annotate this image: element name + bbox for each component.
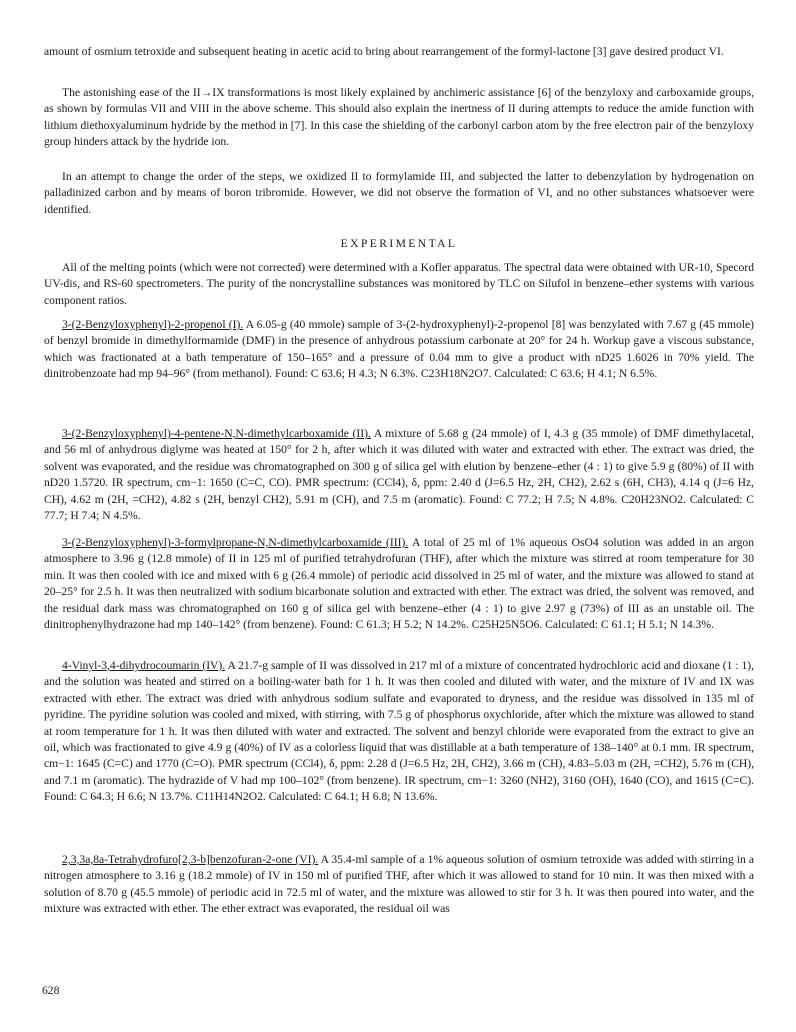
paragraph-order-of-steps: In an attempt to change the order of the steps, we oxidized II to formylamide III, and subjected the latter to debenzylation by hydrogenation on palladinized carbon and by means of boron tribromide. However, we did not observe the formation of VI, and no other substances whatsoever were identified.	[44, 170, 754, 216]
procedure-heading: 3-(2-Benzyloxyphenyl)-3-formylpropane-N,N-dimethylcarboxamide (III).	[62, 536, 409, 549]
paragraph-general-methods: All of the melting points (which were not corrected) were determined with a Kofler apparatus. The spectral data were obtained with UR-10, Specord UV-dis, and RS-60 spectrometers. The purity of the noncrystalline substances was monitored by TLC on Silufol in benzene–ether systems with various component ratios.	[44, 261, 754, 307]
procedure-compound-VI	[44, 852, 754, 918]
procedure-text: A 21.7-g sample of II was dissolved in 217 ml of a mixture of concentrated hydrochloric acid and dioxane (1 : 1), and the solution was heated and stirred on a boiling-water bath for 1 h. It was then cooled and diluted with water, and the mixture of IV and IX was extracted with ether. The extract was dried with anhydrous sodium sulfate and evaporated to dryness, and the residue was dissolved in 135 ml of pyridine. The pyridine solution was cooled and mixed, with stirring, with 7.5 g of phosphorus oxychloride, after which the mixture was allowed to stand at room temperature for 1 h. It was then diluted with water and extracted. The solvent and benzyl chloride were evaporated from the extract to give an oil, which was fractionated to give 4.9 g (40%) of IV as a colorless liquid that was distillable at a bath temperature of 138–140° at 0.1 mm. IR spectrum, cm−1: 1645 (C=C) and 1770 (C=O). PMR spectrum (CCl4), δ, ppm: 2.28 d (J=6.5 Hz, 2H, CH2), 3.66 m (CH), 4.83–5.03 m (2H, =CH2), 5.76 m (CH), and 7.1 m (aromatic). The hydrazide of V had mp 100–102° (from benzene). IR spectrum, cm−1: 3260 (NH2), 3160 (OH), 1640 (CO), and 1615 (C=C). Found: C 64.3; H 6.6; N 13.7%. C11H14N2O2. Calculated: C 64.1; H 6.8; N 13.6%.	[44, 659, 755, 804]
procedure-text: A 6.05-g (40 mmole) sample of 3-(2-hydroxyphenyl)-2-propenol [8] was benzylated with 7.67 g (45 mmole) of benzyl bromide in dimethylformamide (DMF) in the presence of anhydrous potassium carbonate at 20° for 24 h. Workup gave a viscous substance, which was fractionated at a bath temperature of 150–165° and a pressure of 0.04 mm to give a product with nD25 1.6026 in 70% yield. The dinitrobenzoate had mp 94–96° (from methanol). Found: C 63.6; H 4.3; N 6.3%. C23H18N2O7. Calculated: C 63.6; H 4.1; N 6.5%.	[44, 318, 754, 381]
procedure-heading: 2,3,3a,8a-Tetrahydrofuro[2,3-b]benzofuran-2-one (VI).	[62, 853, 319, 866]
procedure-text: A total of 25 ml of 1% aqueous OsO4 solution was added in an argon atmosphere to 3.96 g (12.8 mmole) of II in 125 ml of purified tetrahydrofuran (THF), after which the mixture was stirred at room temperature for 30 min. It was then cooled with ice and mixed with 6 g (26.4 mmole) of periodic acid dissolved in 25 ml of water, and the mixture was allowed to stand at 20–25° for 2.5 h. It was then neutralized with sodium bicarbonate solution and extracted with ether. The extract was dried, the solvent was removed, and the residual dark mass was chromatographed on 160 g of silica gel with benzene–ether (4 : 1) to give 2.97 g (73%) of III as an unstable oil. The dinitrophenylhydrazone had mp 140–142° (from benzene). Found: C 61.3; H 5.2; N 14.2%. C25H25N5O6. Calculated: C 61.1; H 5.1; N 14.3%.	[44, 536, 755, 632]
procedure-heading: 4-Vinyl-3,4-dihydrocoumarin (IV).	[62, 659, 226, 672]
procedure-text: A 35.4-ml sample of a 1% aqueous solution of osmium tetroxide was added with stirring in a nitrogen atmosphere to 3.16 g (18.2 mmole) of IV in 150 ml of purified THF, after which it was allowed to stand for 10 min. It was then mixed with a solution of 8.70 g (45.5 mmole) of periodic acid in 72.5 ml of water, and the mixture was allowed to stir for 3 h. It was then poured into water, and the mixture was extracted with ether. The ether extract was evaporated, the residual oil was	[44, 853, 754, 916]
page-number: 628	[42, 984, 60, 997]
section-title-experimental: EXPERIMENTAL	[340, 237, 458, 250]
procedure-compound-III	[44, 535, 754, 633]
procedure-compound-IV	[44, 658, 754, 806]
paragraph-continuation: amount of osmium tetroxide and subsequent heating in acetic acid to bring about rearrangement of the formyl-lactone [3] gave desired product VI.	[44, 45, 724, 58]
procedure-text: A mixture of 5.68 g (24 mmole) of I, 4.3 g (35 mmole) of DMF dimethylacetal, and 56 ml of anhydrous diglyme was heated at 150° for 2 h, after which it was diluted with water and extracted with ether. The extract was dried, the solvent was evaporated, and the residue was chromatographed on 300 g of silica gel with elution by benzene–ether (4 : 1) to give 5.9 g (80%) of II with nD20 1.5720. IR spectrum, cm−1: 1650 (C=C, CO). PMR spectrum: (CCl4), δ, ppm: 2.40 d (J=6.5 Hz, 2H, CH2), 2.62 s (6H, CH3), 4.14 q (J=6 Hz, CH), 4.62 m (2H, =CH2), 4.82 s (2H, benzyl CH2), 5.91 m (CH), and 7.5 m (aromatic). Found: C 77.2; H 7.5; N 4.8%. C20H23NO2. Calculated: C 77.7; H 7.4; N 4.5%.	[44, 427, 755, 523]
procedure-heading: 3-(2-Benzyloxyphenyl)-2-propenol (I).	[62, 318, 244, 331]
procedure-compound-II	[44, 426, 754, 524]
paragraph-anchimeric-assistance: The astonishing ease of the II→IX transformations is most likely explained by anchimeric assistance [6] of the benzyloxy and carboxamide groups, as shown by formulas VII and VIII in the above scheme. This should also explain the inertness of II during attempts to reduce the amide function with lithium diethoxyaluminum hydride by the method in [7]. In this case the shielding of the carbonyl carbon atom by the free electron pair of the benzyloxy group hinders attack by the hydride ion.	[44, 86, 754, 149]
procedure-compound-I	[44, 317, 754, 383]
procedure-heading: 3-(2-Benzyloxyphenyl)-4-pentene-N,N-dimethylcarboxamide (II).	[62, 427, 371, 440]
